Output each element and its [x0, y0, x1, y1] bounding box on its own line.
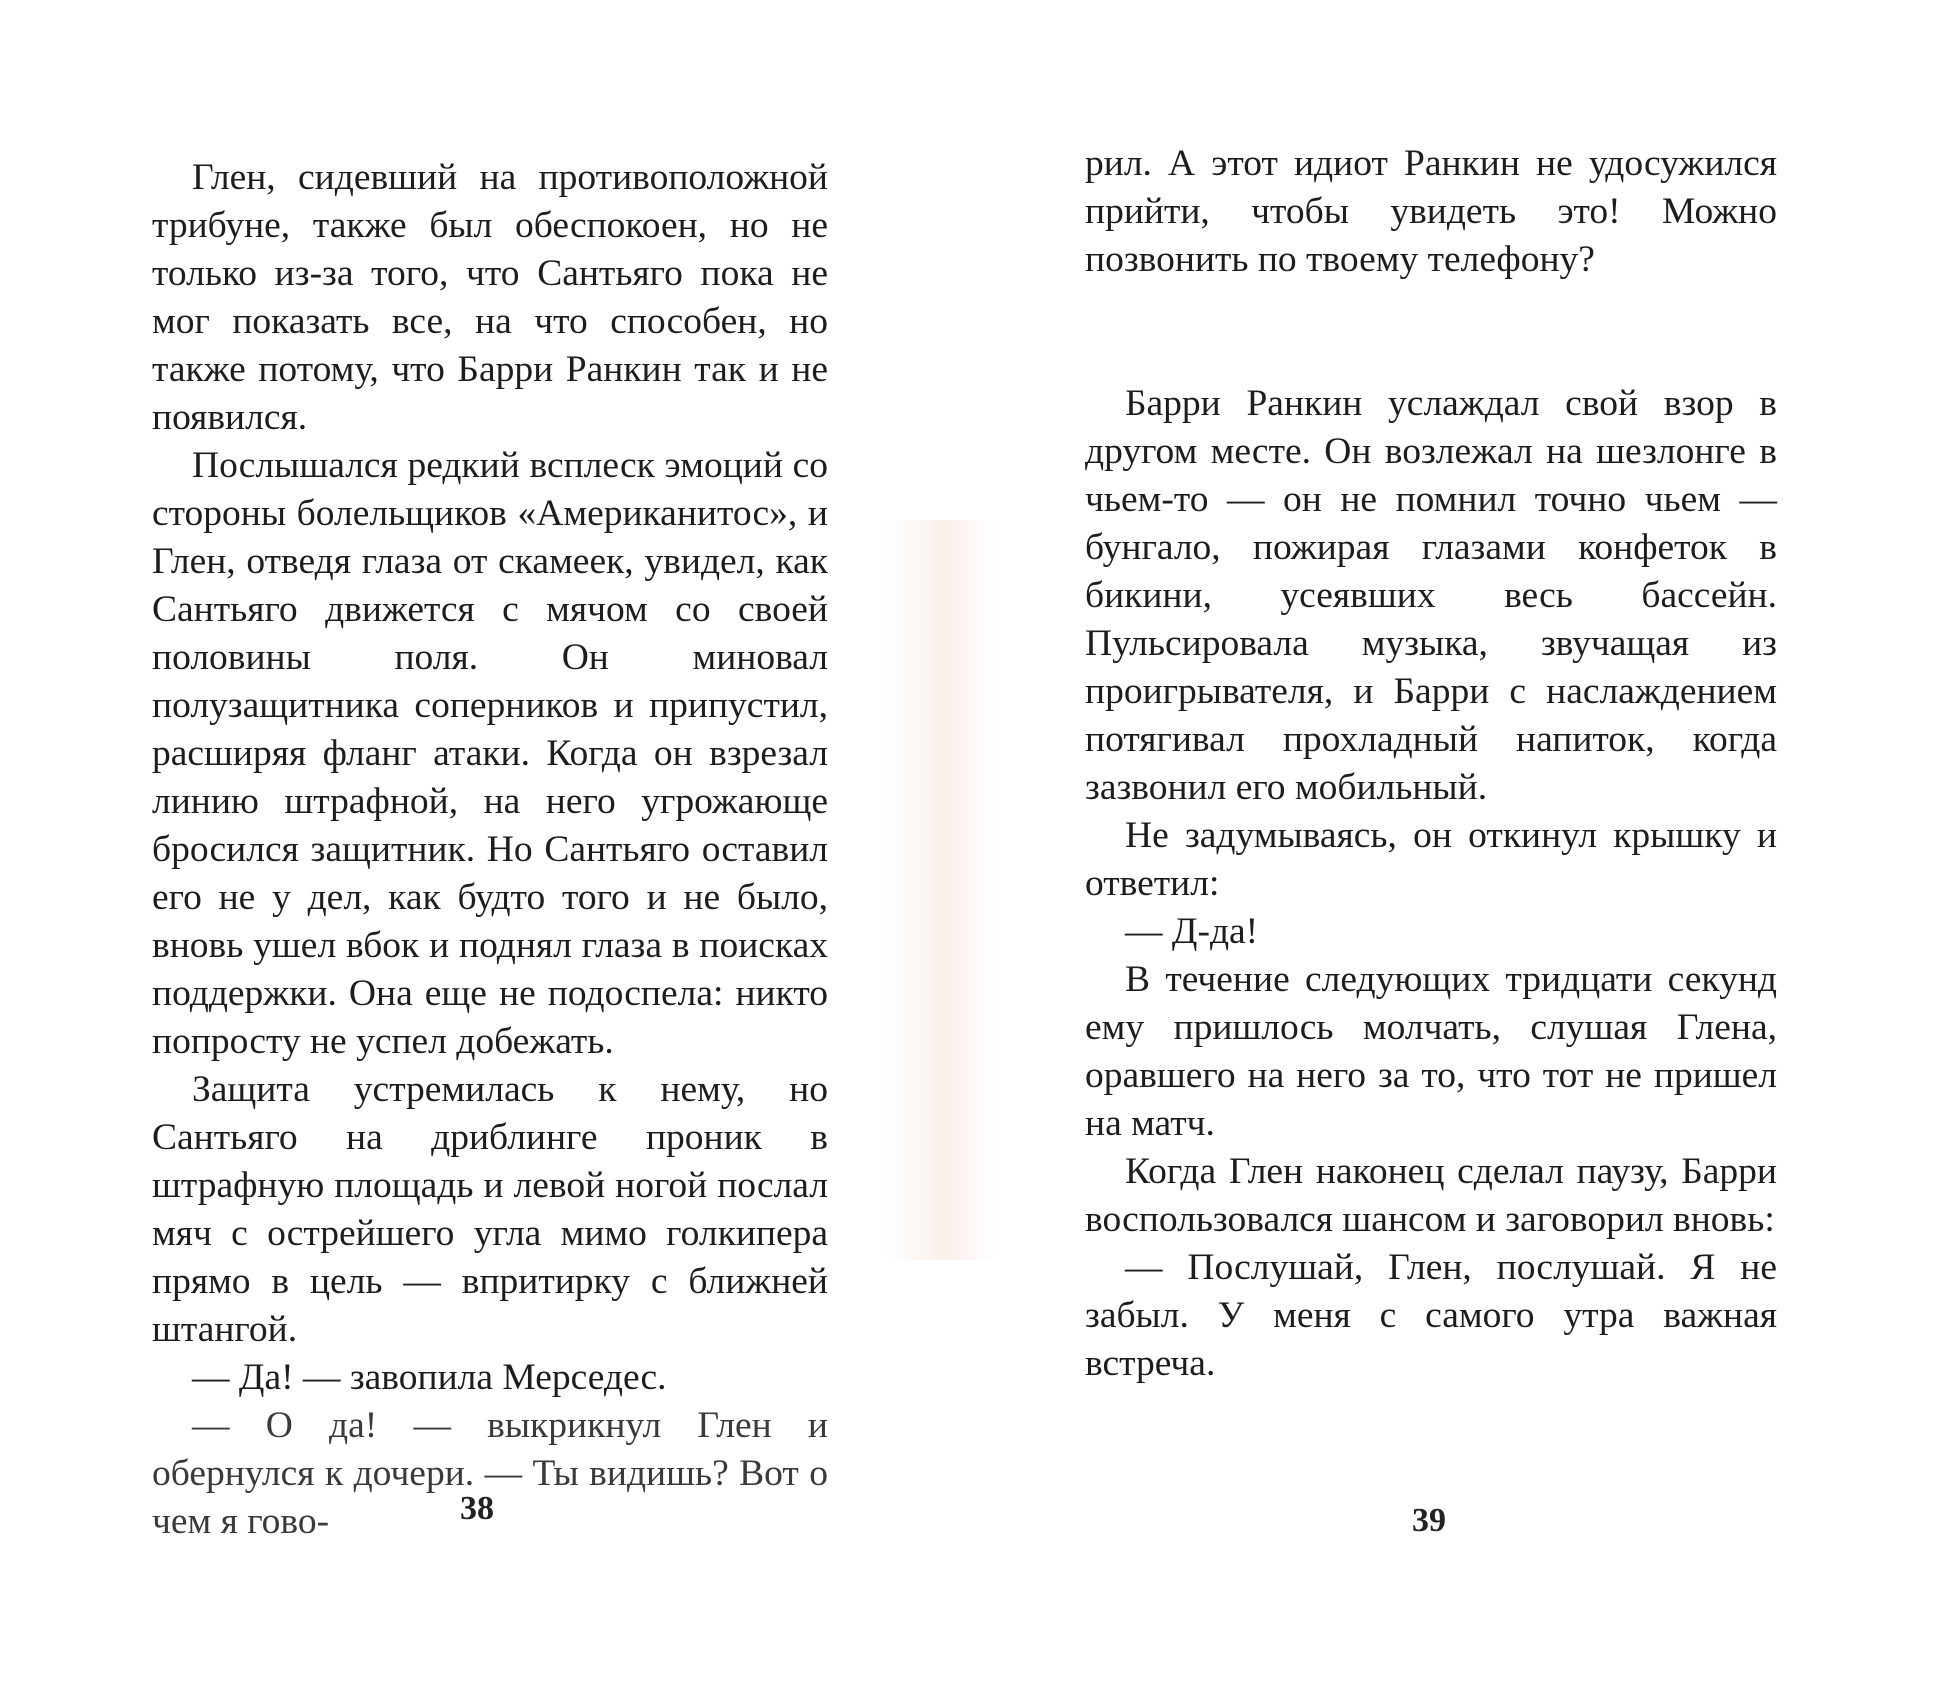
book-gutter-shadow: [885, 520, 995, 1260]
right-continuation-paragraph: рил. А этот идиот Ранкин не удосужился прийти, чтобы увидеть это! Можно позвонить по твоему телефону?: [1085, 143, 1777, 280]
right-paragraph-5: Когда Глен наконец сделал паузу, Барри воспользовался шансом и заговорил вновь:: [1085, 1151, 1777, 1240]
left-paragraph-1: Глен, сидевший на противоположной трибуне, также был обеспокоен, но не только из-за того, что Сантьяго пока не мог показать все, на что способен, но также потому, что Барри Ранкин так и не появился.: [152, 157, 828, 438]
left-paragraph-2: Послышался редкий всплеск эмоций со стороны болельщиков «Американитос», и Глен, отведя глаза от скамеек, увидел, как Сантьяго движется с мячом со своей половины поля. Он миновал полузащитника соперников и припустил, расширяя фланг атаки. Когда он взрезал линию штрафной, на него угрожающе бросился защитник. Но Сантьяго оставил его не у дел, как будто того и не было, вновь ушел вбок и поднял глаза в поисках поддержки. Она еще не подоспела: никто попросту не успел добежать.: [152, 445, 828, 1062]
right-paragraph-3: — Д-да!: [1125, 911, 1259, 952]
left-page-number: 38: [460, 1490, 494, 1527]
right-page-number: 39: [1412, 1502, 1446, 1539]
right-paragraph-2: Не задумываясь, он откинул крышку и ответил:: [1085, 815, 1777, 904]
left-page: [152, 154, 828, 1546]
right-paragraph-6: — Послушай, Глен, послушай. Я не забыл. У меня с самого утра важная встреча.: [1085, 1247, 1777, 1384]
left-paragraph-4: — Да! — завопила Мерседес.: [192, 1357, 667, 1398]
right-page: [1085, 140, 1777, 1388]
left-paragraph-3: Защита устремилась к нему, но Сантьяго на дриблинге проник в штрафную площадь и левой ногой послал мяч с острейшего угла мимо голкипера прямо в цель — впритирку с ближней штангой.: [152, 1069, 828, 1350]
left-paragraph-5: — О да! — выкрикнул Глен и обернулся к дочери. — Ты видишь? Вот о чем я гово-: [152, 1405, 828, 1542]
right-paragraph-4: В течение следующих тридцати секунд ему пришлось молчать, слушая Глена, оравшего на него за то, что тот не пришел на матч.: [1085, 959, 1777, 1144]
right-paragraph-1: Барри Ранкин услаждал свой взор в другом месте. Он возлежал на шезлонге в чьем-то — он не помнил точно чьем — бунгало, пожирая глазами конфеток в бикини, усеявших весь бассейн. Пульсировала музыка, звучащая из проигрывателя, и Барри с наслаждением потягивал прохладный напиток, когда зазвонил его мобильный.: [1085, 383, 1777, 808]
